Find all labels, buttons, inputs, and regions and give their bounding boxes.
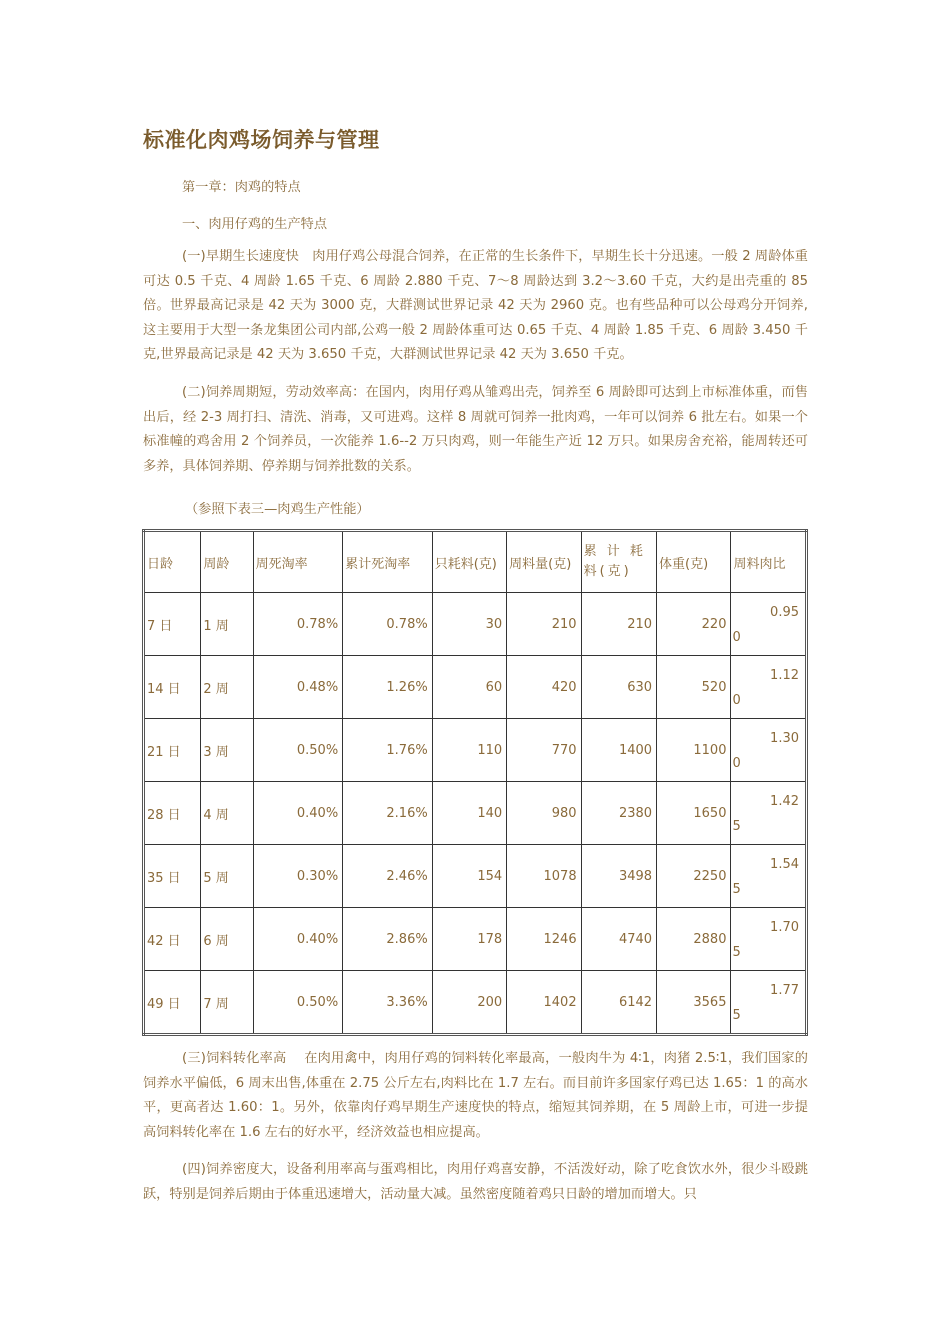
table-cell-week: 3 周 [201,719,253,782]
table-cell-feed-meat-ratio [731,971,807,1035]
ratio-value-wrap: 5 [732,882,741,897]
ratio-value-wrap: 0 [732,756,741,771]
header-cell: 只耗料(克) [432,531,506,593]
table-cell-weekly-feed: 770 [507,719,581,782]
table-cell-cum-mort: 2.46% [343,845,433,908]
table-cell-weight: 520 [657,656,731,719]
table-cell-feed-per-bird: 200 [432,971,506,1035]
table-cell-feed-meat-ratio [731,845,807,908]
table-cell-weekly-mort: 0.48% [253,656,343,719]
paragraph-2-text: (二)饲养周期短，劳动效率高：在国内，肉用仔鸡从雏鸡出壳，饲养至 6 周龄即可达到上市标准体重，而售出后，经 2-3 周打扫、清洗、消毒，又可进鸡。这样 8 周就可饲养一批肉鸡，一年可以饲养 6 批左右。如果一个标准幢的鸡舍用 2 个饲养员，一次能养 1.6--2 万只肉鸡，则一年能生产近 12 万只。如果房舍充裕，能周转还可多养，具体饲养期、停养期与饲养批数的关系。 [143,385,808,474]
table-cell-weekly-feed: 210 [507,593,581,656]
table-cell-weight: 220 [657,593,731,656]
ratio-value-part: 1.77 [770,983,799,998]
table-cell-cum-feed: 4740 [581,908,656,971]
table-cell-cum-feed: 2380 [581,782,656,845]
table-cell-cum-feed: 1400 [581,719,656,782]
table-cell-day: 21 日 [144,719,201,782]
table-cell-cum-feed: 210 [581,593,656,656]
table-caption: （参照下表三—肉鸡生产性能） [185,502,370,517]
table-cell-weekly-mort: 0.50% [253,971,343,1035]
table-cell-cum-feed: 3498 [581,845,656,908]
table-row [144,593,807,656]
table-cell-weekly-mort: 0.40% [253,782,343,845]
paragraph-3 [143,1047,808,1145]
table-cell-weight: 1100 [657,719,731,782]
table-cell-weekly-feed: 1246 [507,908,581,971]
ratio-value-part: 1.12 [770,668,799,683]
table-cell-weekly-feed: 1402 [507,971,581,1035]
ratio-value-wrap: 5 [732,1008,741,1023]
table-row [144,971,807,1035]
table-cell-week: 7 周 [201,971,253,1035]
table-cell-weekly-mort: 0.40% [253,908,343,971]
table-cell-feed-meat-ratio [731,782,807,845]
header-cell: 累计死淘率 [343,531,433,593]
table-cell-day: 49 日 [144,971,201,1035]
table-cell-weekly-mort: 0.30% [253,845,343,908]
table-cell-cum-mort: 3.36% [343,971,433,1035]
table-cell-weekly-feed: 980 [507,782,581,845]
table-cell-weekly-feed: 1078 [507,845,581,908]
header-cell: 累 计 耗 料(克) [581,531,656,593]
table-cell-feed-meat-ratio [731,656,807,719]
ratio-value-part: 0.95 [770,605,799,620]
table-cell-feed-per-bird: 60 [432,656,506,719]
table-cell-day: 28 日 [144,782,201,845]
table-cell-feed-per-bird: 30 [432,593,506,656]
ratio-value-part: 1.42 [770,794,799,809]
paragraph-3-text: (三)饲料转化率高 在肉用禽中，肉用仔鸡的饲料转化率最高，一般肉牛为 4∶1，肉猪 2.5∶1，我们国家的饲养水平偏低，6 周末出售,体重在 2.75 公斤左右,肉料比在 1.7 左右。而目前许多国家仔鸡已达 1.65：1 的高水平，更高者达 1.60：1。另外，依靠肉仔鸡早期生产速度快的特点，缩短其饲养期，在 5 周龄上市，可进一步提高饲料转化率在 1.6 左右的好水平，经济效益也相应提高。 [143,1051,808,1140]
paragraph-4-text: (四)饲养密度大，设备利用率高与蛋鸡相比，肉用仔鸡喜安静，不活泼好动，除了吃食饮水外，很少斗殴跳跃，特别是饲养后期由于体重迅速增大，活动量大减。虽然密度随着鸡只日龄的增加而增大。只 [143,1162,808,1202]
table-row [144,719,807,782]
table-row [144,782,807,845]
table-cell-weight: 1650 [657,782,731,845]
table-cell-weight: 3565 [657,971,731,1035]
table-cell-weight: 2250 [657,845,731,908]
table-cell-week: 6 周 [201,908,253,971]
table-cell-feed-per-bird: 110 [432,719,506,782]
table-cell-cum-mort: 1.26% [343,656,433,719]
table-cell-feed-per-bird: 178 [432,908,506,971]
table-cell-weekly-mort: 0.50% [253,719,343,782]
table-cell-week: 1 周 [201,593,253,656]
ratio-value-wrap: 5 [732,945,741,960]
table-row [144,845,807,908]
ratio-value-wrap: 0 [732,693,741,708]
ratio-value-wrap: 0 [732,630,741,645]
ratio-value-part: 1.54 [770,857,799,872]
table-cell-day: 14 日 [144,656,201,719]
table-cell-cum-mort: 1.76% [343,719,433,782]
table-cell-weekly-feed: 420 [507,656,581,719]
header-cell: 周料量(克) [507,531,581,593]
section-heading: 一、肉用仔鸡的生产特点 [182,217,328,232]
header-cell: 周料肉比 [731,531,807,593]
table-cell-feed-per-bird: 140 [432,782,506,845]
header-cell: 体重(克) [657,531,731,593]
table-header-row [144,531,807,593]
table-cell-weekly-mort: 0.78% [253,593,343,656]
header-cell: 日龄 [144,531,201,593]
table-cell-day: 7 日 [144,593,201,656]
table-cell-week: 5 周 [201,845,253,908]
table-cell-cum-mort: 2.86% [343,908,433,971]
table-cell-cum-feed: 6142 [581,971,656,1035]
table-row [144,656,807,719]
header-cell: 周死淘率 [253,531,343,593]
table-cell-feed-meat-ratio [731,719,807,782]
paragraph-2 [143,381,808,479]
table-cell-feed-meat-ratio [731,593,807,656]
paragraph-4 [143,1158,808,1207]
table-cell-week: 4 周 [201,782,253,845]
table-cell-day: 42 日 [144,908,201,971]
ratio-value-part: 1.30 [770,731,799,746]
table-cell-feed-per-bird: 154 [432,845,506,908]
paragraph-1 [143,245,808,368]
table-cell-cum-feed: 630 [581,656,656,719]
header-cell: 周龄 [201,531,253,593]
ratio-value-wrap: 5 [732,819,741,834]
table-cell-feed-meat-ratio [731,908,807,971]
table-cell-week: 2 周 [201,656,253,719]
ratio-value-part: 1.70 [770,920,799,935]
document-title: 标准化肉鸡场饲养与管理 [143,128,380,152]
production-performance-table [142,529,808,1036]
table-cell-cum-mort: 2.16% [343,782,433,845]
table-cell-cum-mort: 0.78% [343,593,433,656]
chapter-heading: 第一章：肉鸡的特点 [182,180,301,195]
paragraph-1-text: (一)早期生长速度快 肉用仔鸡公母混合饲养，在正常的生长条件下，早期生长十分迅速。一般 2 周龄体重可达 0.5 千克、4 周龄 1.65 千克、6 周龄 2.880 千克、7～8 周龄达到 3.2～3.60 千克，大约是出壳重的 85 倍。世界最高记录是 42 天为 3000 克，大群测试世界记录 42 天为 2960 克。也有些品种可以公母鸡分开饲养,这主要用于大型一条龙集团公司内部,公鸡一般 2 周龄体重可达 0.65 千克、4 周龄 1.85 千克、6 周龄 3.450 千克,世界最高记录是 42 天为 3.650 千克，大群测试世界记录 42 天为 3.650 千克。 [143,249,808,362]
table-row [144,908,807,971]
table-cell-weight: 2880 [657,908,731,971]
table-cell-day: 35 日 [144,845,201,908]
